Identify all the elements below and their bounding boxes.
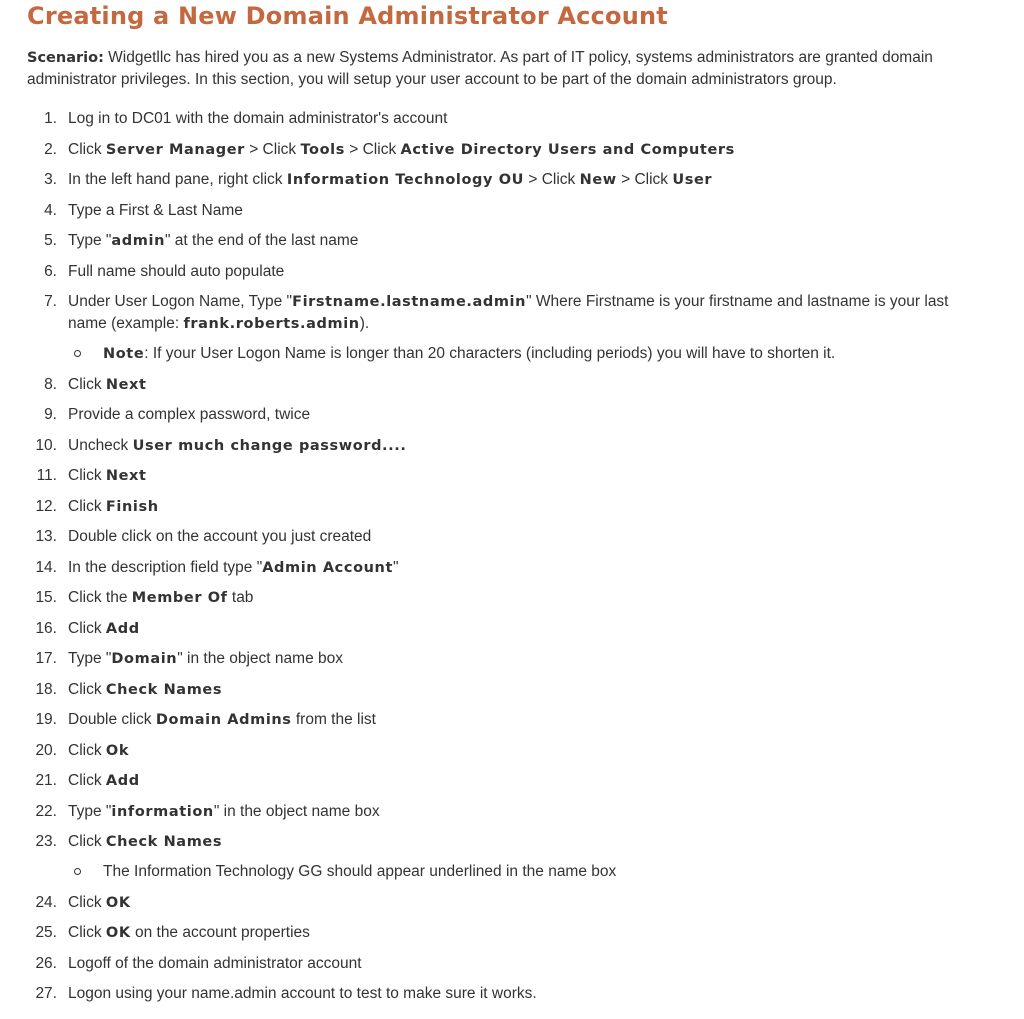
step-text: Type " [68,650,112,667]
step-content [68,374,957,396]
scenario-text: Widgetllc has hired you as a new Systems Administrator. As part of IT policy, systems administrators are granted domain administrator privileges. In this section, you will setup your user account to be part of the domain administrators group. [27,49,933,88]
step-text: Type " [68,803,112,820]
bold-term: Firstname.lastname.admin [292,294,527,310]
step-content [68,679,957,701]
step-text: " at the end of the last name [165,232,359,249]
circle-bullet-icon [74,868,81,875]
step-text: ). [359,315,370,332]
bold-term: Tools [300,142,345,158]
step-number: 11. [36,467,57,484]
page-title: Creating a New Domain Administrator Account [27,2,668,30]
bold-term: Add [105,621,140,637]
bold-term: Add [105,773,140,789]
step-content [68,587,957,609]
bold-term: Note [103,346,145,362]
sub-note-content [103,343,958,365]
step-text: Click [68,833,106,850]
step-item [27,108,957,130]
step-content [68,169,957,191]
step-content [68,770,957,792]
step-text: > Click [344,141,401,158]
step-text: " Where Firstname is your firstname and lastname is your last name (example: [68,293,949,332]
step-item [27,435,957,457]
step-text: Click [68,620,106,637]
step-item [27,648,957,670]
bold-term: User much change password.... [132,438,407,454]
step-text: Under User Logon Name, Type " [68,293,293,310]
step-text: Logon using your name.admin account to test to make sure it works. [68,985,537,1002]
scenario-label: Scenario: [27,50,104,66]
bold-term: Member Of [131,590,228,606]
step-number: 15. [35,589,57,606]
step-item [27,261,957,283]
step-item [27,404,957,426]
step-text: Click [68,141,106,158]
step-item [27,618,957,640]
step-item [27,709,957,731]
step-number: 25. [35,924,57,941]
step-text: Click [68,681,106,698]
bold-term: User [672,172,713,188]
step-text: Logoff of the domain administrator account [68,955,362,972]
step-number: 20. [35,742,57,759]
bold-term: Finish [105,499,159,515]
step-number: 22. [35,803,57,820]
step-text: Provide a complex password, twice [68,406,311,423]
step-number: 14. [35,559,57,576]
step-item [27,740,957,762]
step-text: Double click [68,711,156,728]
step-number: 27. [35,985,57,1002]
step-number: 21. [35,772,57,789]
step-item [27,983,957,1005]
step-content [68,261,957,283]
bold-term: information [111,804,214,820]
step-text: Click [68,742,106,759]
step-content [68,108,957,130]
step-text: Click [68,924,106,941]
bold-term: frank.roberts.admin [183,316,360,332]
step-number: 19. [35,711,57,728]
step-item [27,169,957,191]
step-content [68,465,957,487]
bold-term: OK [105,895,131,911]
step-number: 8. [44,376,57,393]
step-number: 18. [35,681,57,698]
step-item [27,922,957,944]
step-item [27,230,957,252]
bold-term: Domain [111,651,178,667]
step-text: Full name should auto populate [68,263,285,280]
step-text: In the description field type " [68,559,263,576]
step-content [68,496,957,518]
step-item [27,526,957,548]
step-content [68,435,957,457]
bold-term: Admin Account [262,560,394,576]
step-item [27,374,957,396]
step-text: In the left hand pane, right click [68,171,287,188]
step-text: The Information Technology GG should appear underlined in the name box [103,863,617,880]
sub-note [68,343,958,365]
step-text: : If your User Logon Name is longer than 20 characters (including periods) you will have to shorten it. [144,345,836,362]
step-content [68,526,957,548]
step-text: tab [227,589,254,606]
bold-term: Domain Admins [155,712,292,728]
step-content [68,892,957,914]
step-content [68,801,957,823]
step-text: > Click [524,171,580,188]
bold-term: Ok [105,743,130,759]
step-number: 3. [44,171,57,188]
step-text: Double click on the account you just created [68,528,372,545]
step-item [27,557,957,579]
step-text: Click the [68,589,132,606]
bold-term: Next [105,377,147,393]
step-content [68,983,957,1005]
step-number: 26. [35,955,57,972]
step-number: 13. [35,528,57,545]
step-content [68,200,957,222]
step-content [68,230,957,252]
step-number: 24. [35,894,57,911]
step-number: 6. [44,263,57,280]
step-text: Click [68,467,106,484]
step-text: on the account properties [130,924,310,941]
step-text: " [393,559,399,576]
step-text: Uncheck [68,437,133,454]
step-number: 5. [44,232,57,249]
step-item [27,291,957,335]
step-number: 9. [44,406,57,423]
step-text: > Click [616,171,673,188]
step-text: " in the object name box [177,650,343,667]
bold-term: New [579,172,617,188]
bold-term: Check Names [105,682,223,698]
step-text: Click [68,772,106,789]
step-content [68,831,957,853]
step-item [27,139,957,161]
step-content [68,740,957,762]
step-content [68,404,957,426]
step-item [27,831,957,853]
step-number: 4. [44,202,57,219]
step-content [68,953,957,975]
step-item [27,200,957,222]
step-number: 1. [44,110,57,127]
step-content [68,922,957,944]
step-content [68,139,957,161]
step-content [68,618,957,640]
step-item [27,587,957,609]
step-number: 7. [44,293,57,310]
bold-term: Active Directory Users and Computers [400,142,735,158]
step-text: from the list [291,711,376,728]
step-content [68,648,957,670]
bold-term: Next [105,468,147,484]
step-item [27,770,957,792]
step-item [27,801,957,823]
step-text: Click [68,498,106,515]
bold-term: Information Technology OU [286,172,525,188]
step-text: Type a First & Last Name [68,202,243,219]
bold-term: Server Manager [105,142,245,158]
step-text: > Click [244,141,301,158]
step-content [68,291,957,335]
step-number: 16. [35,620,57,637]
step-item [27,496,957,518]
step-text: Log in to DC01 with the domain administrator's account [68,110,448,127]
step-number: 23. [35,833,57,850]
sub-note [68,861,958,883]
step-number: 12. [35,498,57,515]
step-number: 2. [44,141,57,158]
step-item [27,892,957,914]
bold-term: Check Names [105,834,223,850]
circle-bullet-icon [74,350,81,357]
step-text: Click [68,894,106,911]
step-text: Type " [68,232,112,249]
step-text: Click [68,376,106,393]
step-item [27,953,957,975]
step-content [68,557,957,579]
step-item [27,465,957,487]
step-number: 17. [35,650,57,667]
step-content [68,709,957,731]
step-number: 10. [35,437,57,454]
step-item [27,679,957,701]
sub-note-content [103,861,958,883]
step-text: " in the object name box [213,803,380,820]
bold-term: admin [111,233,165,249]
bold-term: OK [105,925,131,941]
scenario-paragraph [27,47,957,90]
